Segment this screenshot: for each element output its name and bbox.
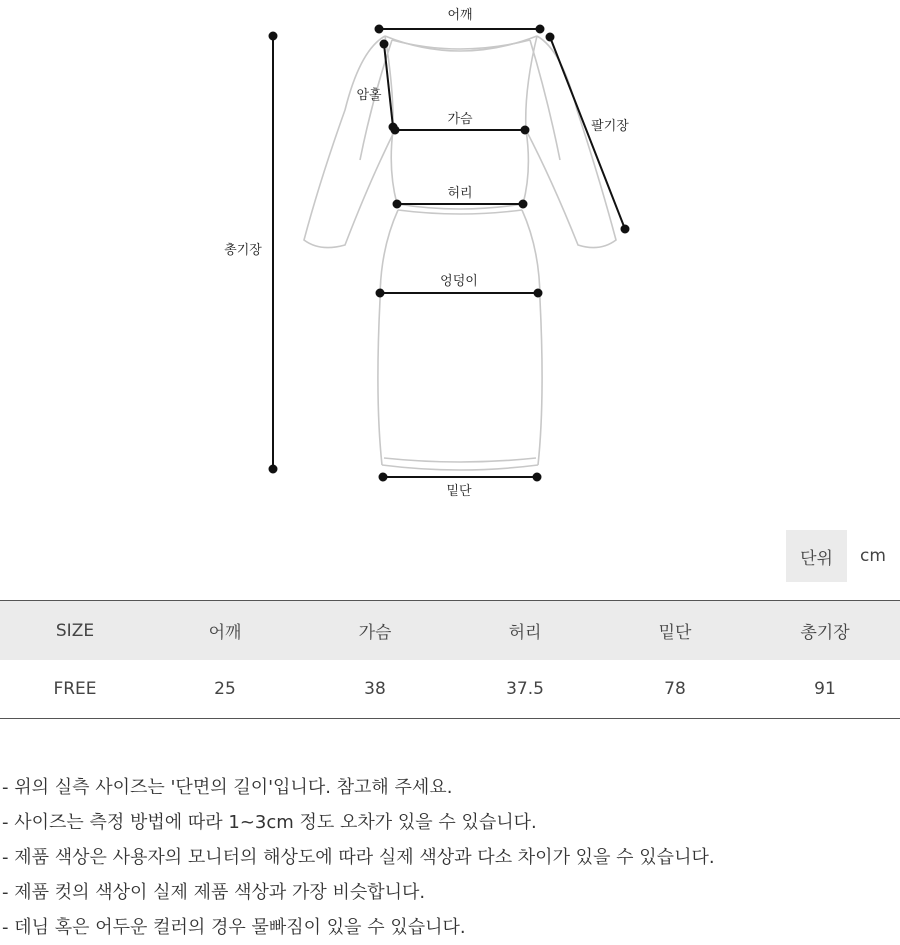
label-total-length: 총기장 [224,243,262,258]
label-armhole: 암홀 [356,88,382,103]
header-chest: 가슴 [300,601,450,661]
unit-label: 단위 [786,530,847,582]
header-total-length: 총기장 [750,601,900,661]
label-chest: 가슴 [447,112,473,127]
cell-shoulder: 25 [150,660,300,719]
note-item: - 사이즈는 측정 방법에 따라 1~3cm 정도 오차가 있을 수 있습니다. [2,812,537,833]
size-table-header-row [0,601,900,661]
label-sleeve: 팔기장 [591,119,629,134]
note-item: - 제품 컷의 색상이 실제 제품 색상과 가장 비슷합니다. [2,882,426,903]
cell-size: FREE [0,660,150,719]
cell-total-length: 91 [750,660,900,719]
table-row [0,660,900,719]
cell-hem: 78 [600,660,750,719]
size-table [0,600,900,719]
label-waist: 허리 [447,186,473,201]
label-hip: 엉덩이 [440,274,478,289]
header-hem: 밑단 [600,601,750,661]
label-shoulder: 어깨 [447,8,473,23]
notes-list [2,770,715,945]
unit-value: cm [860,546,886,566]
header-size: SIZE [0,601,150,661]
header-waist: 허리 [450,601,600,661]
cell-waist: 37.5 [450,660,600,719]
measurement-lines [270,26,629,481]
dress-outline [304,36,616,470]
header-shoulder: 어깨 [150,601,300,661]
note-item: - 위의 실측 사이즈는 '단면의 길이'입니다. 참고해 주세요. [2,777,453,798]
note-item: - 데님 혹은 어두운 컬러의 경우 물빠짐이 있을 수 있습니다. [2,917,466,938]
label-hem: 밑단 [446,484,472,499]
cell-chest: 38 [300,660,450,719]
note-item: - 제품 색상은 사용자의 모니터의 해상도에 따라 실제 색상과 다소 차이가 있을 수 있습니다. [2,847,715,868]
